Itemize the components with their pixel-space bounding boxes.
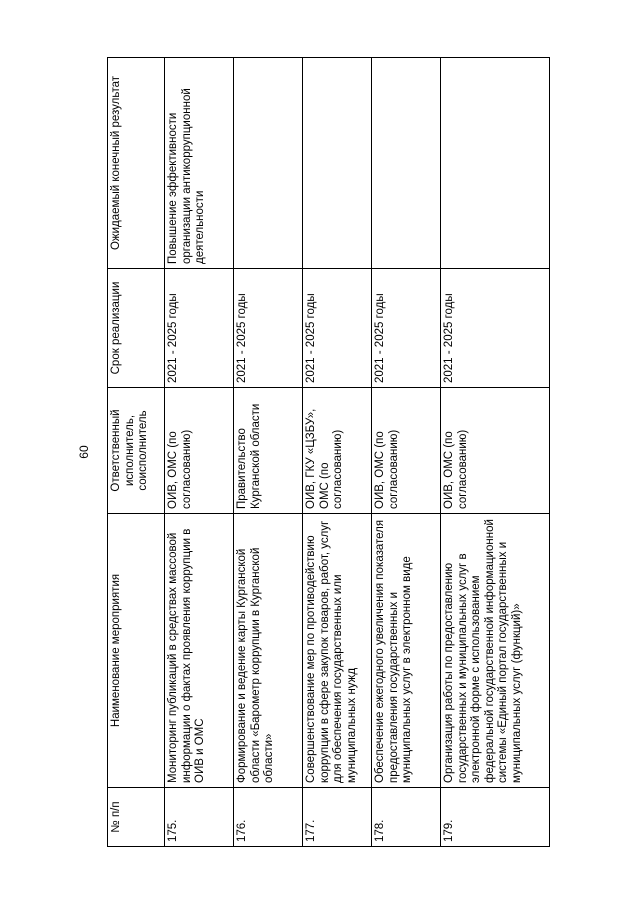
row-name: Совершенствование мер по противодействию коррупции в сфере закупок товаров, работ, услуг для обеспечения государственных или муниципальных нужд	[303, 514, 372, 788]
row-number: 176.	[234, 788, 303, 847]
table-row	[441, 58, 550, 847]
header-term: Срок реализации	[108, 269, 165, 388]
row-responsible: ОИВ, ОМС (по согласованию)	[165, 388, 234, 514]
row-responsible: ОИВ, ГКУ «ЦЗБУ», ОМС (по согласованию)	[303, 388, 372, 514]
row-term: 2021 - 2025 годы	[234, 269, 303, 388]
table-sheet	[107, 58, 597, 847]
row-responsible: ОИВ, ОМС (по согласованию)	[372, 388, 441, 514]
row-number: 177.	[303, 788, 372, 847]
row-term: 2021 - 2025 годы	[441, 269, 550, 388]
row-result: Повышение эффективности организации антикоррупционной деятельности	[165, 58, 234, 269]
table-row	[234, 58, 303, 847]
measures-table	[107, 57, 550, 847]
row-result	[303, 58, 372, 269]
row-name: Формирование и ведение карты Курганской области «Барометр коррупции в Курганской области»	[234, 514, 303, 788]
row-number: 179.	[441, 788, 550, 847]
row-name: Организация работы по предоставлению государственных и муниципальных услуг в электронной форме с использованием федеральной государственной информационной системы «Единый портал государственных и муниципальных услуг (функций)»	[441, 514, 550, 788]
row-responsible: Правительство Курганской области	[234, 388, 303, 514]
table-row	[303, 58, 372, 847]
row-term: 2021 - 2025 годы	[303, 269, 372, 388]
header-result: Ожидаемый конечный результат	[108, 58, 165, 269]
table-row	[165, 58, 234, 847]
table-header-row	[108, 58, 165, 847]
page-number: 60	[77, 445, 91, 459]
row-result	[441, 58, 550, 269]
row-result	[372, 58, 441, 269]
row-number: 175.	[165, 788, 234, 847]
header-name: Наименование мероприятия	[108, 514, 165, 788]
row-number: 178.	[372, 788, 441, 847]
row-result	[234, 58, 303, 269]
row-term: 2021 - 2025 годы	[372, 269, 441, 388]
header-num: № п/п	[108, 788, 165, 847]
row-term: 2021 - 2025 годы	[165, 269, 234, 388]
table-row	[372, 58, 441, 847]
row-name: Мониторинг публикаций в средствах массовой информации о фактах проявления коррупции в ОИВ и ОМС	[165, 514, 234, 788]
row-name: Обеспечение ежегодного увеличения показателя предоставления государственных и муниципальных услуг в электронном виде	[372, 514, 441, 788]
row-responsible: ОИВ, ОМС (по согласованию)	[441, 388, 550, 514]
rotated-table-area	[107, 58, 597, 847]
header-responsible: Ответственный исполнитель, соисполнитель	[108, 388, 165, 514]
